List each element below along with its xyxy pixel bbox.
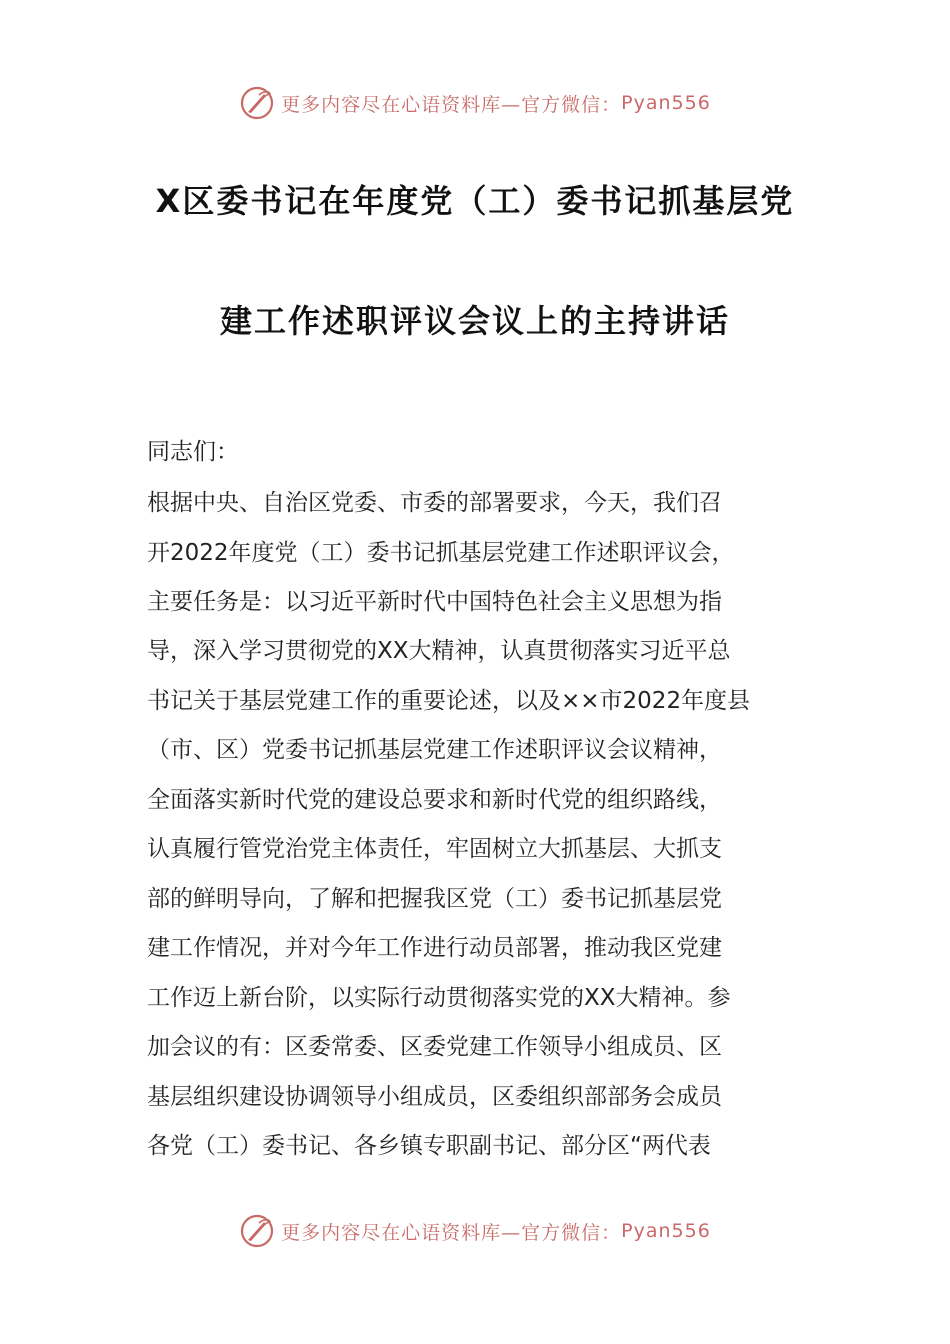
- paragraph-line: 工作迈上新台阶，以实际行动贯彻落实党的XX大精神。参: [147, 985, 731, 1011]
- quill-logo-icon: [239, 1213, 275, 1249]
- paragraph-line: （市、区）党委书记抓基层党建工作述职评议会议精神，: [147, 737, 722, 763]
- paragraph-line: 开2022年度党（工）委书记抓基层党建工作述职评议会，: [147, 540, 735, 566]
- paragraph-line: 部的鲜明导向，了解和把握我区党（工）委书记抓基层党: [147, 886, 722, 912]
- greeting: 同志们：: [147, 439, 239, 465]
- watermark-wechat-id: Pyan556: [621, 1220, 711, 1242]
- header-watermark: [0, 83, 950, 123]
- paragraph-line: 全面落实新时代党的建设总要求和新时代党的组织路线，: [147, 787, 722, 813]
- watermark-wechat-id: Pyan556: [621, 92, 711, 114]
- paragraph-line: 认真履行管党治党主体责任，牢固树立大抓基层、大抓支: [147, 836, 722, 862]
- document-title-line-2: 建工作述职评议会议上的主持讲话: [219, 302, 730, 340]
- paragraph-line: 导，深入学习贯彻党的XX大精神，认真贯彻落实习近平总: [147, 638, 731, 664]
- paragraph-line: 基层组织建设协调领导小组成员，区委组织部部务会成员: [147, 1084, 722, 1110]
- paragraph-line: 根据中央、自治区党委、市委的部署要求，今天，我们召: [147, 490, 722, 516]
- paragraph-line: 加会议的有：区委常委、区委党建工作领导小组成员、区: [147, 1034, 722, 1060]
- document-title-line-1: X区委书记在年度党（工）委书记抓基层党: [155, 182, 795, 220]
- quill-logo-icon: [239, 85, 275, 121]
- paragraph-line: 各党（工）委书记、各乡镇专职副书记、部分区“两代表: [147, 1133, 711, 1159]
- paragraph-line: 主要任务是：以习近平新时代中国特色社会主义思想为指: [147, 589, 722, 615]
- watermark-text: 更多内容尽在心语资料库—官方微信：: [281, 1221, 622, 1244]
- watermark-text: 更多内容尽在心语资料库—官方微信：: [281, 93, 622, 116]
- footer-watermark: [0, 1211, 950, 1251]
- paragraph-line: 建工作情况，并对今年工作进行动员部署，推动我区党建: [147, 935, 722, 961]
- paragraph-line: 书记关于基层党建工作的重要论述，以及××市2022年度县: [147, 688, 751, 714]
